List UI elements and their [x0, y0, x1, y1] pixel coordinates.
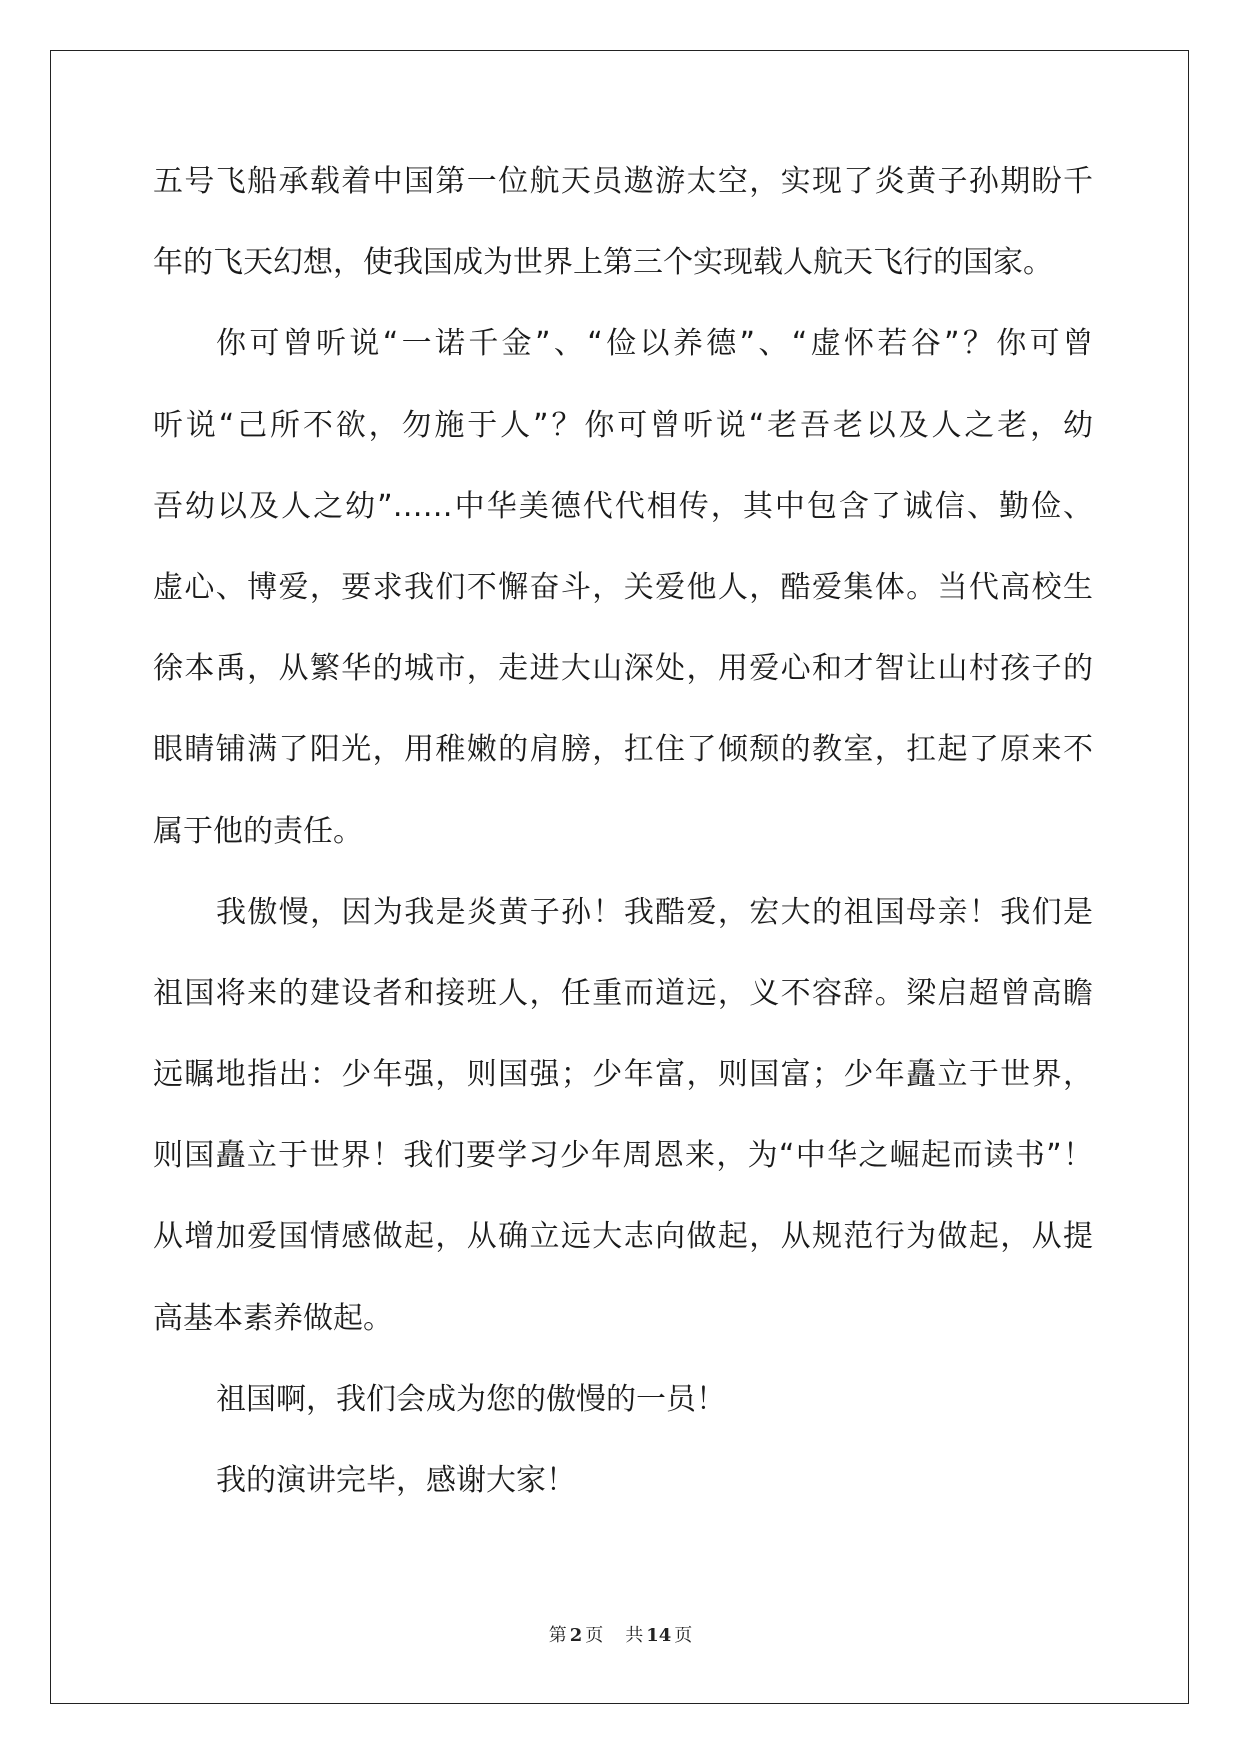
- text-line: 属于他的责任。: [153, 813, 363, 849]
- text-line: 眼睛铺满了阳光，用稚嫩的肩膀，扛住了倾颓的教室，扛起了原来不: [153, 732, 1093, 768]
- text-line: 你可曾听说“一诺千金”、“俭以养德”、“虚怀若谷”？你可曾: [216, 326, 1093, 362]
- text-line: 五号飞船承载着中国第一位航天员遨游太空，实现了炎黄子孙期盼千: [153, 164, 1093, 199]
- page-number: 2: [569, 1625, 583, 1646]
- text-line: 徐本禹，从繁华的城市，走进大山深处，用爱心和才智让山村孩子的: [153, 651, 1093, 687]
- text-line: 祖国将来的建设者和接班人，任重而道远，义不容辞。梁启超曾高瞻: [153, 975, 1093, 1011]
- text-line: 祖国啊，我们会成为您的傲慢的一员！: [216, 1381, 726, 1417]
- total-prefix: 共: [625, 1625, 644, 1646]
- text-line: 从增加爱国情感做起，从确立远大志向做起，从规范行为做起，从提: [153, 1219, 1093, 1255]
- text-line: 则国矗立于世界！我们要学习少年周恩来，为“中华之崛起而读书”！: [153, 1138, 1093, 1174]
- text-line: 我的演讲完毕，感谢大家！: [216, 1463, 576, 1498]
- total-suffix: 页: [674, 1625, 693, 1646]
- page-footer: [0, 1624, 1241, 1648]
- text-line: 远瞩地指出：少年强，则国强；少年富，则国富；少年矗立于世界，: [153, 1057, 1093, 1093]
- text-line: 年的飞天幻想，使我国成为世界上第三个实现载人航天飞行的国家。: [153, 245, 1053, 281]
- page-prefix: 第: [548, 1625, 567, 1646]
- total-pages: 14: [646, 1625, 672, 1646]
- text-line: 高基本素养做起。: [153, 1300, 393, 1336]
- text-line: 我傲慢，因为我是炎黄子孙！我酷爱，宏大的祖国母亲！我们是: [216, 894, 1093, 930]
- document-body: [153, 162, 1093, 1542]
- text-line: 虚心、博爱，要求我们不懈奋斗，关爱他人，酷爱集体。当代高校生: [153, 569, 1093, 605]
- text-line: 吾幼以及人之幼”……中华美德代代相传，其中包含了诚信、勤俭、: [153, 488, 1093, 524]
- page-suffix: 页: [585, 1625, 604, 1646]
- text-line: 听说“己所不欲，勿施于人”？你可曾听说“老吾老以及人之老，幼: [153, 407, 1093, 443]
